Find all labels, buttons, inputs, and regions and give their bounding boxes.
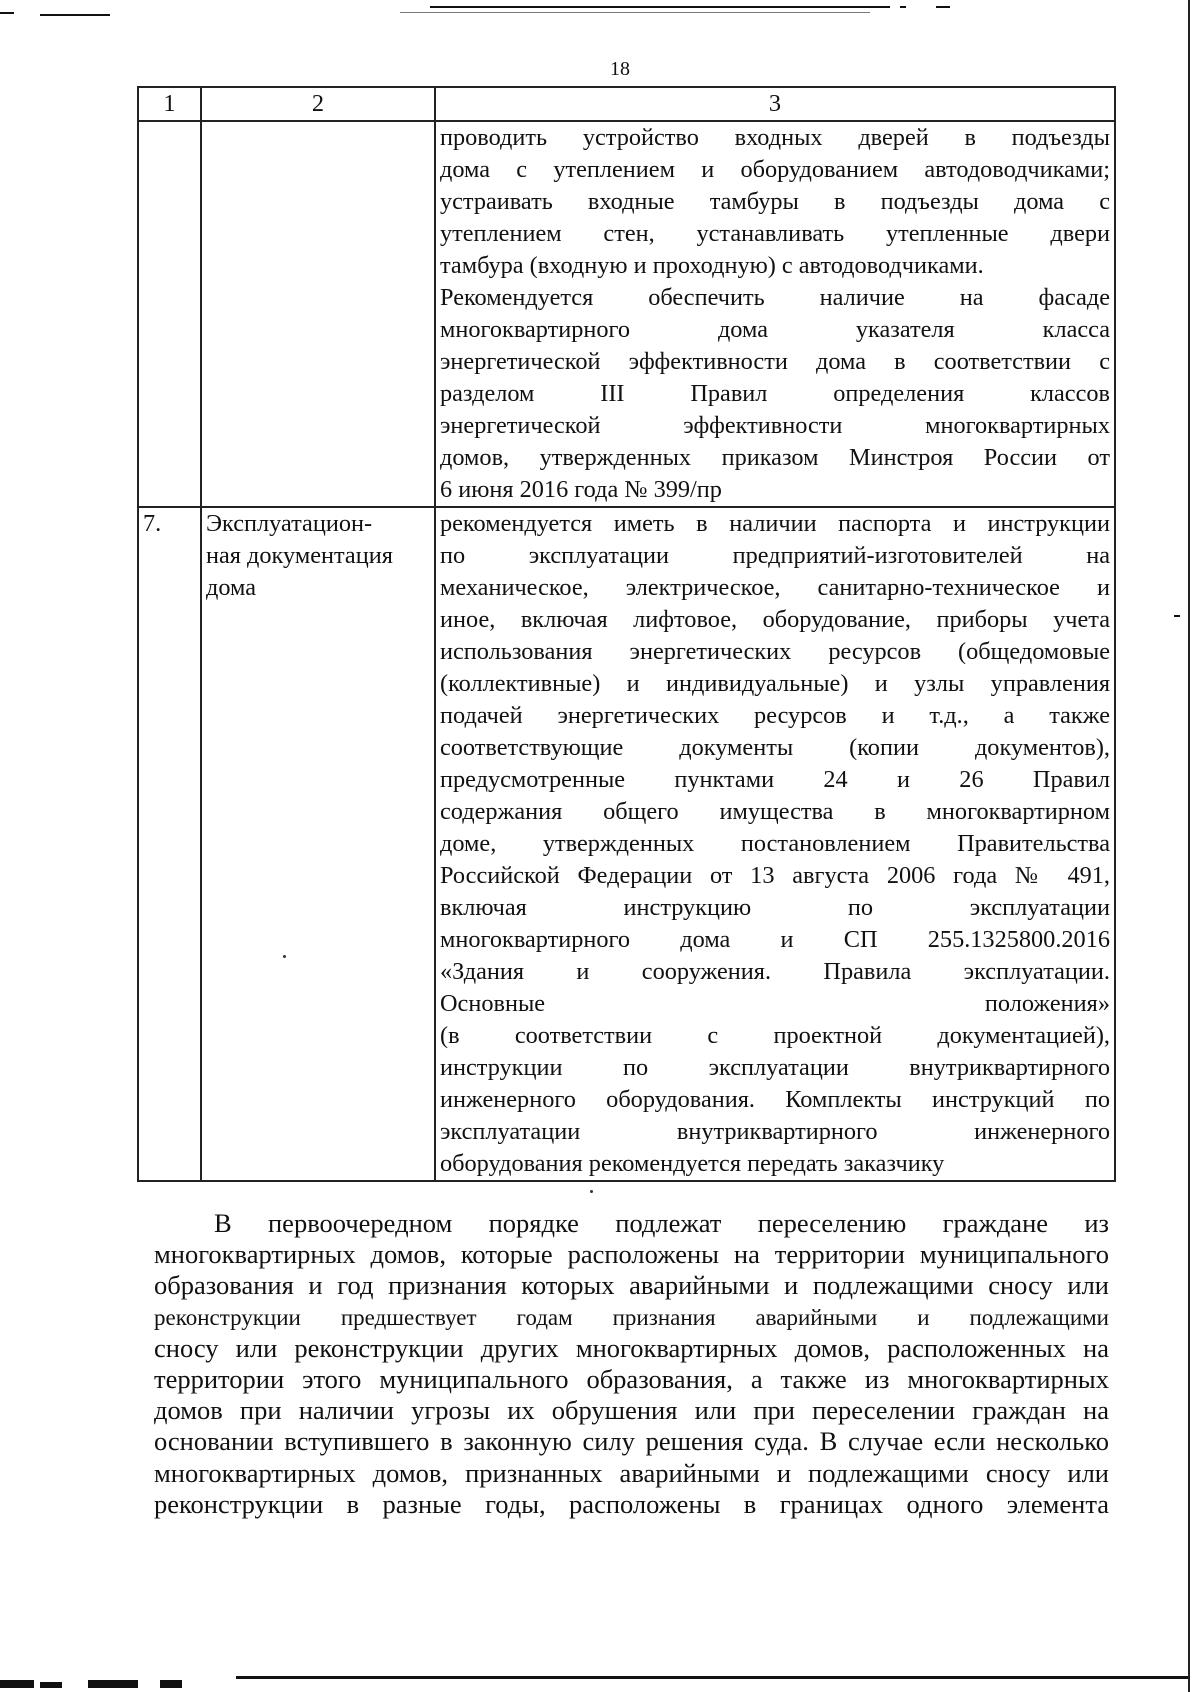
- text-line: энергетической эффективности дома в соответствии с: [440, 348, 1110, 375]
- text-line: многоквартирного дома и СП 255.1325800.2016: [440, 926, 1110, 953]
- text-line: рекомендуется иметь в наличии паспорта и инструкции: [440, 510, 1110, 537]
- name-line: ная документация: [206, 542, 393, 569]
- text-line: устраивать входные тамбуры в подъезды дома с: [440, 188, 1110, 215]
- text-line: (в соответствии с проектной документацией),: [440, 1022, 1110, 1049]
- scan-artifact-bottom-1: [0, 1680, 34, 1688]
- page-number: 18: [610, 58, 630, 80]
- table-row: [138, 121, 1115, 507]
- name-line: Эксплуатацион-: [206, 510, 373, 537]
- table-header-cell: 2: [201, 87, 435, 121]
- text-line: предусмотренные пунктами 24 и 26 Правил: [440, 766, 1110, 793]
- row-number-cell: [138, 121, 201, 507]
- text-line: оборудования рекомендуется передать заказчику: [440, 1150, 945, 1177]
- scan-artifact-bottom-4: [160, 1680, 182, 1688]
- text-line: «Здания и сооружения. Правила эксплуатации.: [440, 958, 1110, 985]
- text-line: доме, утвержденных постановлением Правительства: [440, 830, 1110, 857]
- scan-artifact-bottom-line: [236, 1676, 1188, 1679]
- table-header-row: [138, 87, 1115, 121]
- text-line: утеплением стен, устанавливать утепленные двери: [440, 220, 1110, 247]
- paragraph-line: реконструкции предшествует годам признания аварийными и подлежащими: [154, 1304, 1109, 1330]
- text-line: Российской Федерации от 13 августа 2006 года № 491,: [440, 862, 1110, 889]
- name-line: дома: [206, 574, 257, 601]
- row-text-cell: [435, 121, 1115, 507]
- paragraph-line: домов при наличии угрозы их обрушения или при переселении граждан на: [154, 1395, 1109, 1426]
- text-line: иное, включая лифтовое, оборудование, приборы учета: [440, 606, 1110, 633]
- scan-artifact-bottom-2: [40, 1682, 62, 1688]
- row-name-cell: [201, 507, 435, 1181]
- row-number-cell: 7.: [138, 507, 201, 1181]
- text-line: домов, утвержденных приказом Минстроя России от: [440, 444, 1110, 471]
- text-line: подачей энергетических ресурсов и т.д., а также: [440, 702, 1110, 729]
- scan-right-border: [1188, 0, 1190, 1692]
- paragraph-line: образования и год признания которых аварийными и подлежащими сносу или: [154, 1270, 1109, 1301]
- scan-artifact-top-right: [900, 6, 906, 8]
- table-header-cell: 1: [138, 87, 201, 121]
- text-line: включая инструкцию по эксплуатации: [440, 894, 1110, 921]
- paragraph-line: многоквартирных домов, признанных аварийными и подлежащими сносу или: [154, 1457, 1109, 1488]
- text-line: (коллективные) и индивидуальные) и узлы управления: [440, 670, 1110, 697]
- text-line: содержания общего имущества в многоквартирном: [440, 798, 1110, 825]
- scan-artifact-right-mark: [1174, 615, 1180, 617]
- scan-artifact-bottom-3: [88, 1680, 138, 1688]
- text-line: дома с утеплением и оборудованием автодоводчиками;: [440, 156, 1110, 183]
- text-line: по эксплуатации предприятий-изготовителей на: [440, 542, 1110, 569]
- scan-artifact-top-right-2: [936, 6, 950, 8]
- paragraph-line: реконструкции в разные годы, расположены в границах одного элемента: [154, 1488, 1109, 1519]
- text-line: инженерного оборудования. Комплекты инструкций по: [440, 1086, 1110, 1113]
- text-line: многоквартирного дома указателя класса: [440, 316, 1110, 343]
- table-row: [138, 507, 1115, 1181]
- scan-dot: [590, 1190, 593, 1193]
- text-line: тамбура (входную и проходную) с автодоводчиками.: [440, 252, 984, 279]
- text-line: механическое, электрическое, санитарно-техническое и: [440, 574, 1110, 601]
- scan-artifact-top: [430, 6, 890, 8]
- paragraph-line: основании вступившего в законную силу решения суда. В случае если несколько: [154, 1426, 1109, 1457]
- scan-artifact-top-left: [0, 12, 14, 14]
- text-line: Основные положения»: [440, 990, 1110, 1017]
- scan-artifact-top-2: [400, 12, 870, 13]
- paragraph-line: территории этого муниципального образования, а также из многоквартирных: [154, 1363, 1109, 1394]
- text-line: эксплуатации внутриквартирного инженерного: [440, 1118, 1110, 1145]
- text-line: энергетической эффективности многоквартирных: [440, 412, 1110, 439]
- text-line: 6 июня 2016 года № 399/пр: [440, 476, 722, 503]
- text-line: разделом III Правил определения классов: [440, 380, 1110, 407]
- row-text-cell: [435, 507, 1115, 1181]
- text-line: Рекомендуется обеспечить наличие на фасаде: [440, 284, 1110, 311]
- text-line: проводить устройство входных дверей в подъезды: [440, 124, 1110, 151]
- paragraph-line: сносу или реконструкции других многоквартирных домов, расположенных на: [154, 1332, 1109, 1363]
- paragraph-line: многоквартирных домов, которые расположены на территории муниципального: [154, 1239, 1109, 1270]
- paragraph-line: В первоочередном порядке подлежат переселению граждане из: [214, 1208, 1109, 1238]
- table-header-cell: 3: [435, 87, 1115, 121]
- text-line: соответствующие документы (копии документов),: [440, 734, 1110, 761]
- text-line: использования энергетических ресурсов (общедомовые: [440, 638, 1110, 665]
- body-paragraph: [154, 1208, 1109, 1520]
- row-name-cell: [201, 121, 435, 507]
- requirements-table: [137, 86, 1116, 1182]
- scan-artifact-top-left-2: [40, 14, 110, 16]
- text-line: инструкции по эксплуатации внутриквартирного: [440, 1054, 1110, 1081]
